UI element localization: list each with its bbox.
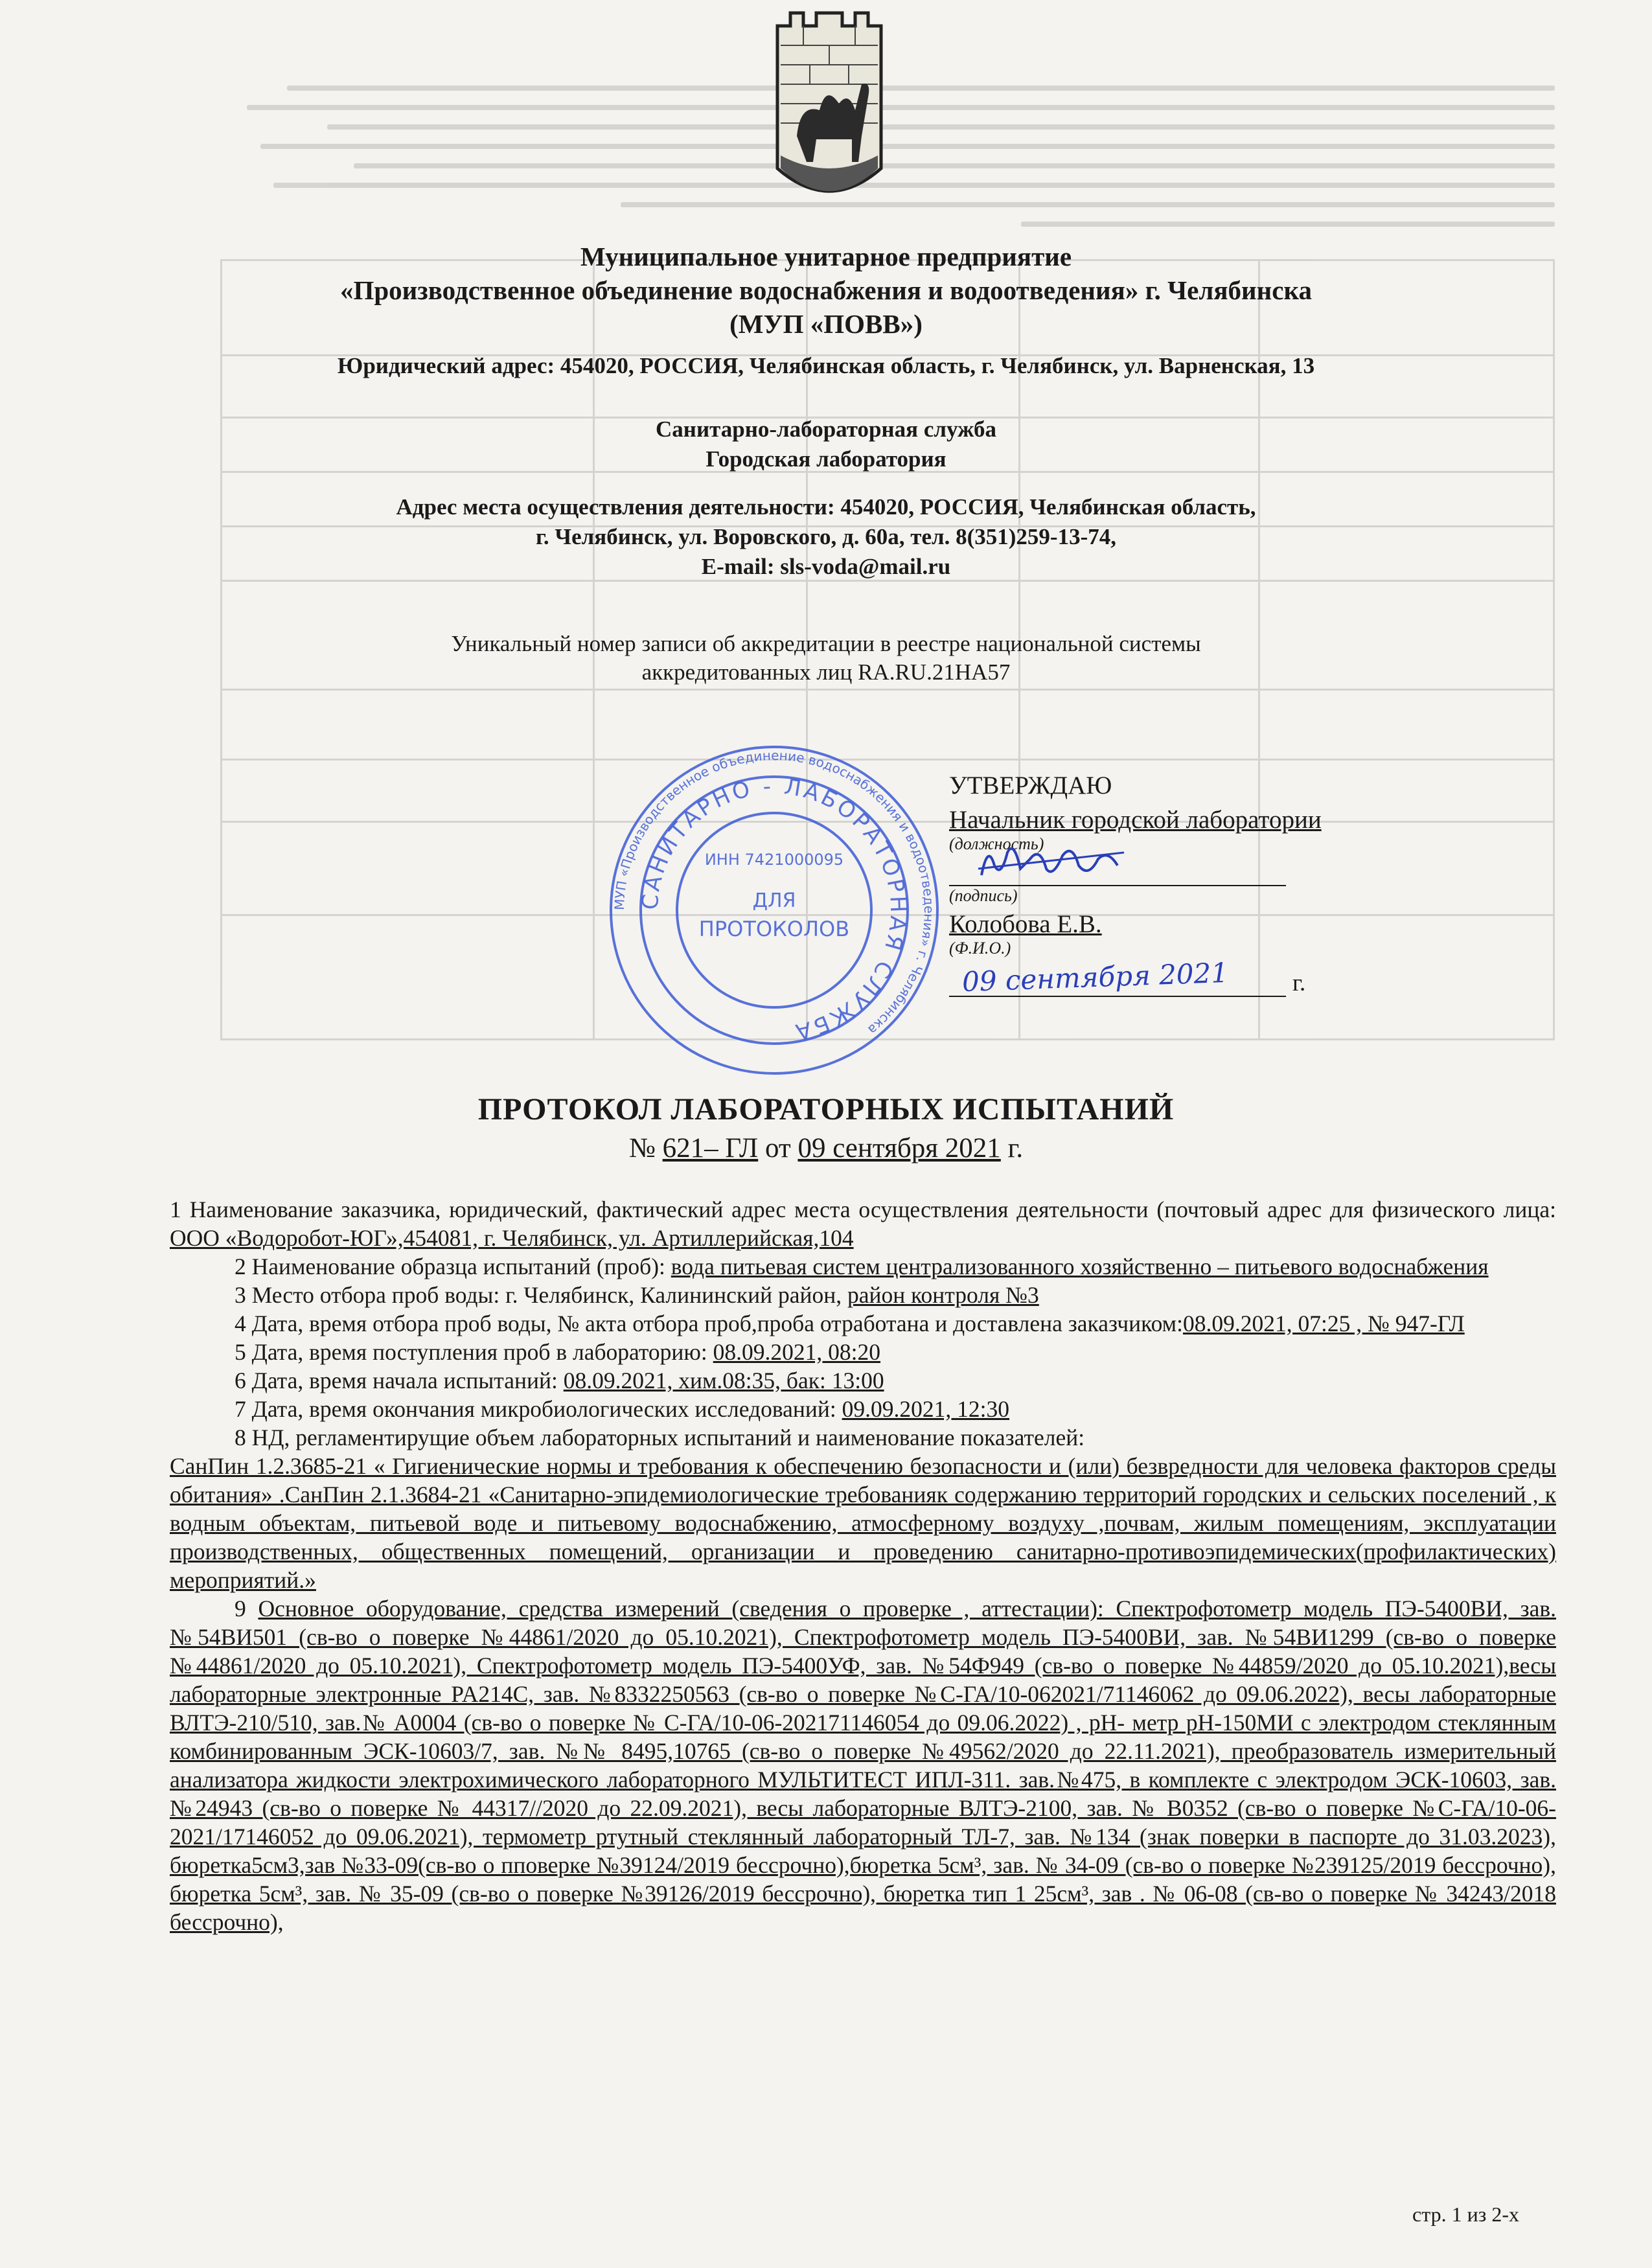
- lab-name: Городская лаборатория: [706, 446, 946, 472]
- item-1: 1 Наименование заказчика, юридический, фактический адрес места осуществления деятельности (почтовый адрес для физического лица: ООО «Водоробот-ЮГ»,454081, г. Челябинск, ул. Артиллерийская,104: [170, 1197, 1556, 1251]
- receipt-date-value: 08.09.2021, 08:20: [713, 1339, 881, 1365]
- protocol-title: ПРОТОКОЛ ЛАБОРАТОРНЫХ ИСПЫТАНИЙ: [477, 1092, 1175, 1127]
- lab-address-block: [0, 492, 1652, 582]
- protocol-number-prefix: №: [628, 1133, 656, 1163]
- protocol-number: 621– ГЛ: [662, 1133, 759, 1163]
- approval-date-handwritten: 09 сентября 2021: [961, 956, 1229, 998]
- protocol-body: [170, 1195, 1556, 1936]
- approval-date-line: [949, 958, 1286, 997]
- city-emblem-icon: [739, 6, 920, 227]
- protocol-date: 09 сентября 2021: [797, 1133, 1001, 1163]
- lab-address-line1: Адрес места осуществления деятельности: 454020, РОССИЯ, Челябинская область,: [396, 494, 1256, 520]
- organization-header: [0, 240, 1652, 341]
- approval-date-row: [949, 958, 1441, 997]
- customer-value: ООО «Водоробот-ЮГ»,454081, г. Челябинск, ул. Артиллерийская,104: [170, 1225, 854, 1251]
- svg-text:САНИТАРНО - ЛАБОРАТОРНАЯ СЛУЖБ: САНИТАРНО - ЛАБОРАТОРНАЯ СЛУЖБА: [637, 773, 912, 1046]
- approval-year-suffix: г.: [1292, 970, 1306, 996]
- item-5: 5 Дата, время поступления проб в лабораторию: 08.09.2021, 08:20: [235, 1339, 881, 1365]
- svg-text:МУП «Производственное объедине: МУП «Производственное объединение водоснабжения и водоотведения» г. Челябинска: [611, 747, 937, 1038]
- lab-address-line2: г. Челябинск, ул. Воровского, д. 60а, тел. 8(351)259-13-74,: [535, 524, 1116, 549]
- item-8-value: [170, 1452, 1556, 1594]
- svg-text:ДЛЯ: ДЛЯ: [752, 889, 796, 912]
- name-caption: (Ф.И.О.): [949, 939, 1011, 957]
- test-end-value: 09.09.2021, 12:30: [842, 1396, 1010, 1422]
- lab-block: [0, 415, 1652, 474]
- item-2: 2 Наименование образца испытаний (проб): вода питьевая систем централизованного хозяйственно – питьевого водоснабжения: [235, 1254, 1489, 1279]
- accreditation-block: [0, 630, 1652, 687]
- item-4: 4 Дата, время отбора проб воды, № акта отбора проб,проба отработана и доставлена заказчиком:08.09.2021, 07:25 , № 947-ГЛ: [235, 1311, 1465, 1336]
- protocol-number-line: [0, 1132, 1652, 1164]
- page-number: стр. 1 из 2-х: [1412, 2203, 1519, 2226]
- org-name: «Производственное объединение водоснабжения и водоотведения» г. Челябинска: [339, 275, 1312, 305]
- lab-email: E-mail: sls-voda@mail.ru: [701, 554, 951, 579]
- position-caption: (должность): [949, 834, 1044, 853]
- signature-line: [949, 854, 1286, 886]
- sampling-date-value: 08.09.2021, 07:25 , № 947-ГЛ: [1182, 1311, 1465, 1336]
- signature-caption: (подпись): [949, 886, 1018, 905]
- normative-docs-value: СанПин 1.2.3685-21 « Гигиенические нормы и требования к обеспечению безопасности и (или) безвредности для человека факторов среды обитания» .СанПин 2.1.3684-21 «Санитарно-эпидемиологические требованияк содержанию территорий городских и сельских поселений , к водным объектам, питьевой воде и питьевому водоснабжению, атмосферному воздуху ,почвам, жилым помещениям, эксплуатации производственных, общественных помещений, организации и проведению санитарно-противоэпидемических(профилактических) мероприятий.»: [170, 1453, 1556, 1593]
- protocol-year-suffix: г.: [1007, 1133, 1024, 1163]
- org-type: Муниципальное унитарное предприятие: [580, 242, 1072, 271]
- laboratory-stamp-seal: [606, 742, 943, 1079]
- approver-position: Начальник городской лаборатории: [949, 806, 1322, 834]
- item-6: 6 Дата, время начала испытаний: 08.09.2021, хим.08:35, бак: 13:00: [235, 1368, 884, 1393]
- org-abbreviation: (МУП «ПОВВ»): [729, 309, 923, 339]
- equipment-value: Основное оборудование, средства измерений (сведения о проверке , аттестации): Спектрофотометр модель ПЭ-5400ВИ, зав. №54ВИ501 (св-во о поверке №44861/2020 до 05.10.2021), Спектрофотометр модель ПЭ-5400ВИ, зав. №54ВИ1299 (св-во о поверке №44861/2020 до 05.10.2021), Спектрофотометр модель ПЭ-5400УФ, зав. №54Ф949 (св-во о поверке №44859/2020 до 05.10.2021),весы лабораторные электронные PA214C, зав. №8332250563 (св-во о поверке №С-ГА/10-062021/71146062 до 09.06.2022), весы лабораторные ВЛТЭ-210/510, зав.№ А0004 (св-во о поверке № С-ГА/10-06-202171146054 до 09.06.2022) , рН- метр рН-150МИ с электродом стеклянным комбинированным ЭСК-10603/7, зав. №№ 8495,10765 (св-во о поверке №49562/2020 до 22.11.2021), преобразователь измерительный анализатора жидкости электрохимического лабораторного МУЛЬТИТЕСТ ИПЛ-311. зав.№475, в комплекте с электродом ЭСК-10603, зав.№24943 (св-во о поверке № 44317//2020 до 22.09.2021), весы лабораторные ВЛТЭ-2100, зав. № В0352 (св-во о поверке №С-ГА/10-06-2021/17146052 до 09.06.2021), термометр ртутный стеклянный лабораторный ТЛ-7, зав. №134 (знак поверки в паспорте до 31.03.2023), бюретка5см3,зав №33-09(св-во о пповерке №39124/2019 бессрочно),бюретка 5см³, зав. № 34-09 (св-во о поверке №239125/2019 бессрочно), бюретка 5см³, зав. № 35-09 (св-во о поверке №39126/2019 бессрочно), бюретка тип 1 25см³, зав . № 06-08 (св-во о поверке № 34243/2018 бессрочно),: [170, 1596, 1556, 1935]
- protocol-from: от: [764, 1133, 791, 1163]
- item-3: 3 Место отбора проб воды: г. Челябинск, Калининский район, район контроля №3: [235, 1282, 1039, 1308]
- sample-name-value: вода питьевая систем централизованного хозяйственно – питьевого водоснабжения: [671, 1254, 1489, 1279]
- item-7: 7 Дата, время окончания микробиологических исследований: 09.09.2021, 12:30: [235, 1396, 1010, 1422]
- svg-text:ПРОТОКОЛОВ: ПРОТОКОЛОВ: [698, 917, 850, 941]
- approver-name: Колобова Е.В.: [949, 910, 1102, 938]
- test-start-value: 08.09.2021, хим.08:35, бак: 13:00: [563, 1368, 884, 1393]
- approve-heading: УТВЕРЖДАЮ: [949, 772, 1112, 799]
- approval-block: [949, 771, 1441, 997]
- legal-address: Юридический адрес: 454020, РОССИЯ, Челябинская область, г. Челябинск, ул. Варненская, 13: [337, 353, 1315, 378]
- signature-icon: [975, 840, 1143, 885]
- sampling-place-value: район контроля №3: [847, 1282, 1039, 1308]
- svg-text:ИНН 7421000095: ИНН 7421000095: [704, 851, 844, 869]
- accreditation-line1: Уникальный номер записи об аккредитации в реестре национальной системы: [451, 631, 1201, 656]
- lab-service: Санитарно-лабораторная служба: [656, 417, 996, 442]
- item-8: 8 НД, регламентирущие объем лабораторных испытаний и наименование показателей:: [235, 1425, 1085, 1450]
- accreditation-line2: аккредитованных лиц RA.RU.21НА57: [641, 659, 1011, 685]
- item-9: 9 Основное оборудование, средства измерений (сведения о проверке , аттестации): Спектрофотометр модель ПЭ-5400ВИ, зав. №54ВИ501 (св-во о поверке №44861/2020 до 05.10.2021), Спектрофотометр модель ПЭ-5400ВИ, зав. №54ВИ1299 (св-во о поверке №44861/2020 до 05.10.2021), Спектрофотометр модель ПЭ-5400УФ, зав. №54Ф949 (св-во о поверке №44859/2020 до 05.10.2021),весы лабораторные электронные PA214C, зав. №8332250563 (св-во о поверке №С-ГА/10-062021/71146062 до 09.06.2022), весы лабораторные ВЛТЭ-210/510, зав.№ А0004 (св-во о поверке № С-ГА/10-06-202171146054 до 09.06.2022) , рН- метр рН-150МИ с электродом стеклянным комбинированным ЭСК-10603/7, зав. №№ 8495,10765 (св-во о поверке №49562/2020 до 22.11.2021), преобразователь измерительный анализатора жидкости электрохимического лабораторного МУЛЬТИТЕСТ ИПЛ-311. зав.№475, в комплекте с электродом ЭСК-10603, зав.№24943 (св-во о поверке № 44317//2020 до 22.09.2021), весы лабораторные ВЛТЭ-2100, зав. № В0352 (св-во о поверке №С-ГА/10-06-2021/17146052 до 09.06.2021), термометр ртутный стеклянный лабораторный ТЛ-7, зав. №134 (знак поверки в паспорте до 31.03.2023), бюретка5см3,зав №33-09(св-во о пповерке №39124/2019 бессрочно),бюретка 5см³, зав. № 34-09 (св-во о поверке №239125/2019 бессрочно), бюретка 5см³, зав. № 35-09 (св-во о поверке №39126/2019 бессрочно), бюретка тип 1 25см³, зав . № 06-08 (св-во о поверке № 34243/2018 бессрочно),: [170, 1596, 1556, 1935]
